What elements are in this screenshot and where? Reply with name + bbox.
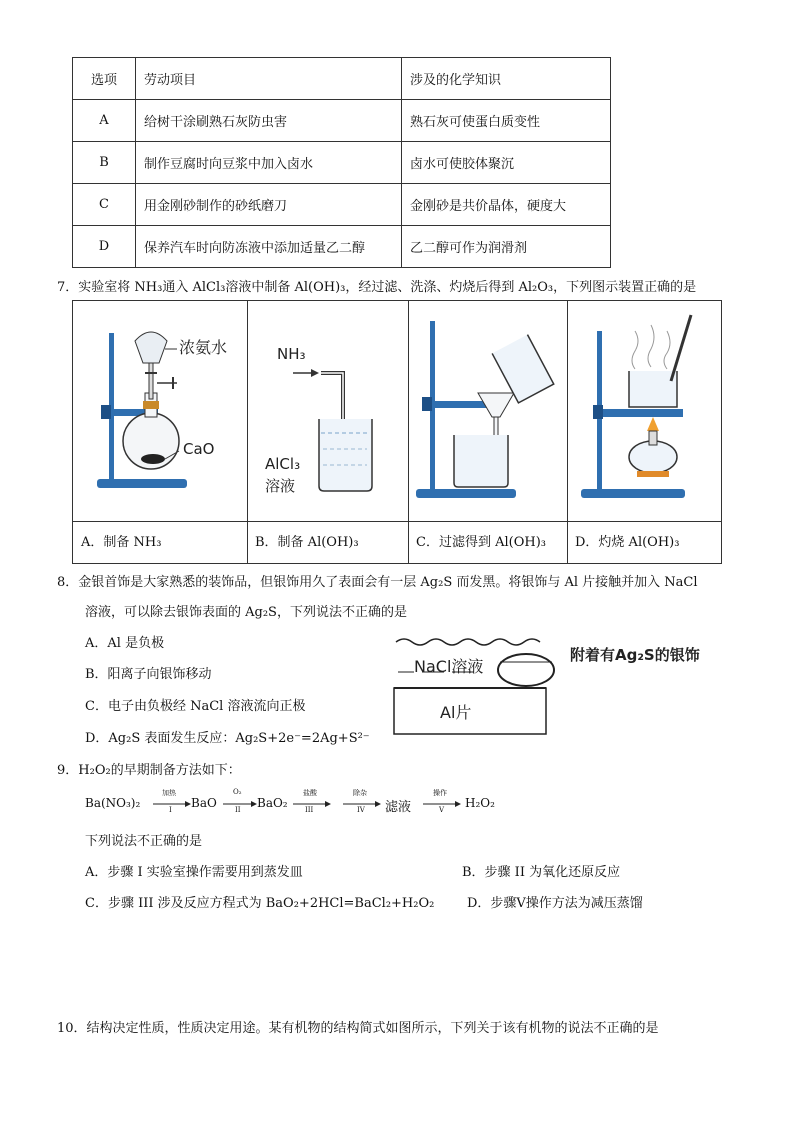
q9-ask: 下列说法不正确的是: [85, 834, 203, 849]
caption-b: B．制备 Al(OH)₃: [255, 535, 359, 550]
q8-option-b: B．阳离子向银饰移动: [85, 667, 212, 682]
label-cao: CaO: [183, 440, 215, 458]
flow-arrow-2-top: O₂: [233, 788, 242, 796]
q9-option-d: D．步骤Ⅴ操作方法为减压蒸馏: [467, 896, 643, 911]
flow-arrow-5-top: 操作: [433, 789, 447, 797]
flow-arrow-1-top: 加热: [162, 789, 176, 797]
table-cell: 制作豆腐时向豆浆中加入卤水: [136, 142, 402, 184]
table-cell: 熟石灰可使蛋白质变性: [402, 100, 611, 142]
q7-apparatus-figure: [72, 300, 722, 564]
silver-cleaning-figure: [388, 630, 728, 740]
q8-option-c: C．电子由负极经 NaCl 溶液流向正极: [85, 699, 306, 714]
q9-stem: 9．H₂O₂的早期制备方法如下：: [57, 763, 241, 778]
caption-row: [73, 521, 721, 563]
table-row: [73, 142, 611, 184]
q6-table: [72, 57, 611, 268]
flow-arrow-4-bottom: IV: [357, 806, 365, 814]
panel-d: [567, 301, 721, 521]
table-cell: 保养汽车时向防冻液中添加适量乙二醇: [136, 226, 402, 268]
q8-option-d: D．Ag₂S 表面发生反应：Ag₂S+2e⁻=2Ag+S²⁻: [85, 731, 370, 746]
flow-arrow-4-top: 除杂: [353, 789, 367, 797]
q9-option-c: C．步骤 III 涉及反应方程式为 BaO₂+2HCl=BaCl₂+H₂O₂: [85, 896, 435, 911]
panel-c: [408, 301, 568, 521]
flow-arrow-1-bottom: I: [169, 806, 172, 814]
panel-a: [73, 301, 248, 521]
flow-p3: 滤液: [385, 800, 412, 815]
flow-p2: BaO₂: [257, 796, 288, 810]
table-cell: 金刚砂是共价晶体，硬度大: [402, 184, 611, 226]
table-cell: C: [73, 184, 136, 226]
table-header-cell: 劳动项目: [136, 58, 402, 100]
flow-arrow-5-bottom: V: [439, 806, 445, 814]
table-cell: 用金刚砂制作的砂纸磨刀: [136, 184, 402, 226]
flow-arrow-3-top: 盐酸: [303, 789, 317, 797]
table-cell: B: [73, 142, 136, 184]
table-cell: D: [73, 226, 136, 268]
q8-stem-line1: 8．金银首饰是大家熟悉的装饰品，但银饰用久了表面会有一层 Ag₂S 而发黑。将银饰与 Al 片接触并加入 NaCl: [57, 575, 698, 590]
bubbling-beaker-illustration: [247, 301, 408, 521]
table-cell: 给树干涂刷熟石灰防虫害: [136, 100, 402, 142]
caption-a: A．制备 NH₃: [81, 535, 162, 550]
ammonia-generator-illustration: [73, 301, 247, 521]
q7-stem: 7．实验室将 NH₃通入 AlCl₃溶液中制备 Al(OH)₃，经过滤、洗涤、灼烧后得到 Al₂O₃，下列图示装置正确的是: [57, 280, 697, 295]
table-header-cell: 选项: [73, 58, 136, 100]
table-cell: 卤水可使胶体聚沉: [402, 142, 611, 184]
flow-end: H₂O₂: [465, 796, 495, 810]
q8-stem-line2: 溶液，可以除去银饰表面的 Ag₂S，下列说法不正确的是: [85, 605, 407, 620]
caption-c: C．过滤得到 Al(OH)₃: [416, 535, 546, 550]
flow-arrow-3-bottom: III: [305, 806, 314, 814]
table-cell: A: [73, 100, 136, 142]
q10-stem: 10．结构决定性质，性质决定用途。某有机物的结构简式如图所示，下列关于该有机物的说法不正确的是: [57, 1021, 659, 1036]
filtration-illustration: [408, 301, 567, 521]
table-row: [73, 100, 611, 142]
caption-d: D．灼烧 Al(OH)₃: [575, 535, 680, 550]
label-solution: 溶液: [265, 477, 296, 495]
flow-arrow-2-bottom: II: [235, 806, 241, 814]
label-silver-jewelry: 附着有Ag₂S的银饰: [570, 646, 700, 664]
table-row: [73, 184, 611, 226]
q9-option-b: B．步骤 II 为氧化还原反应: [462, 865, 621, 880]
label-nacl-solution: NaCl溶液: [414, 657, 484, 676]
label-alcl3: AlCl₃: [265, 455, 301, 473]
table-header-cell: 涉及的化学知识: [402, 58, 611, 100]
q8-option-a: A．Al 是负极: [85, 636, 165, 651]
label-al-sheet: Al片: [440, 703, 472, 722]
table-cell: 乙二醇可作为润滑剂: [402, 226, 611, 268]
table-header-row: [73, 58, 611, 100]
label-ammonia: 浓氨水: [179, 338, 228, 357]
flow-p1: BaO: [191, 796, 217, 810]
q9-flow: [85, 788, 545, 816]
flow-start: Ba(NO₃)₂: [85, 796, 141, 810]
heating-crucible-illustration: [567, 301, 721, 521]
q9-option-a: A．步骤 I 实验室操作需要用到蒸发皿: [85, 865, 303, 880]
table-row: [73, 226, 611, 268]
label-nh3: NH₃: [277, 345, 306, 363]
panel-b: [247, 301, 409, 521]
